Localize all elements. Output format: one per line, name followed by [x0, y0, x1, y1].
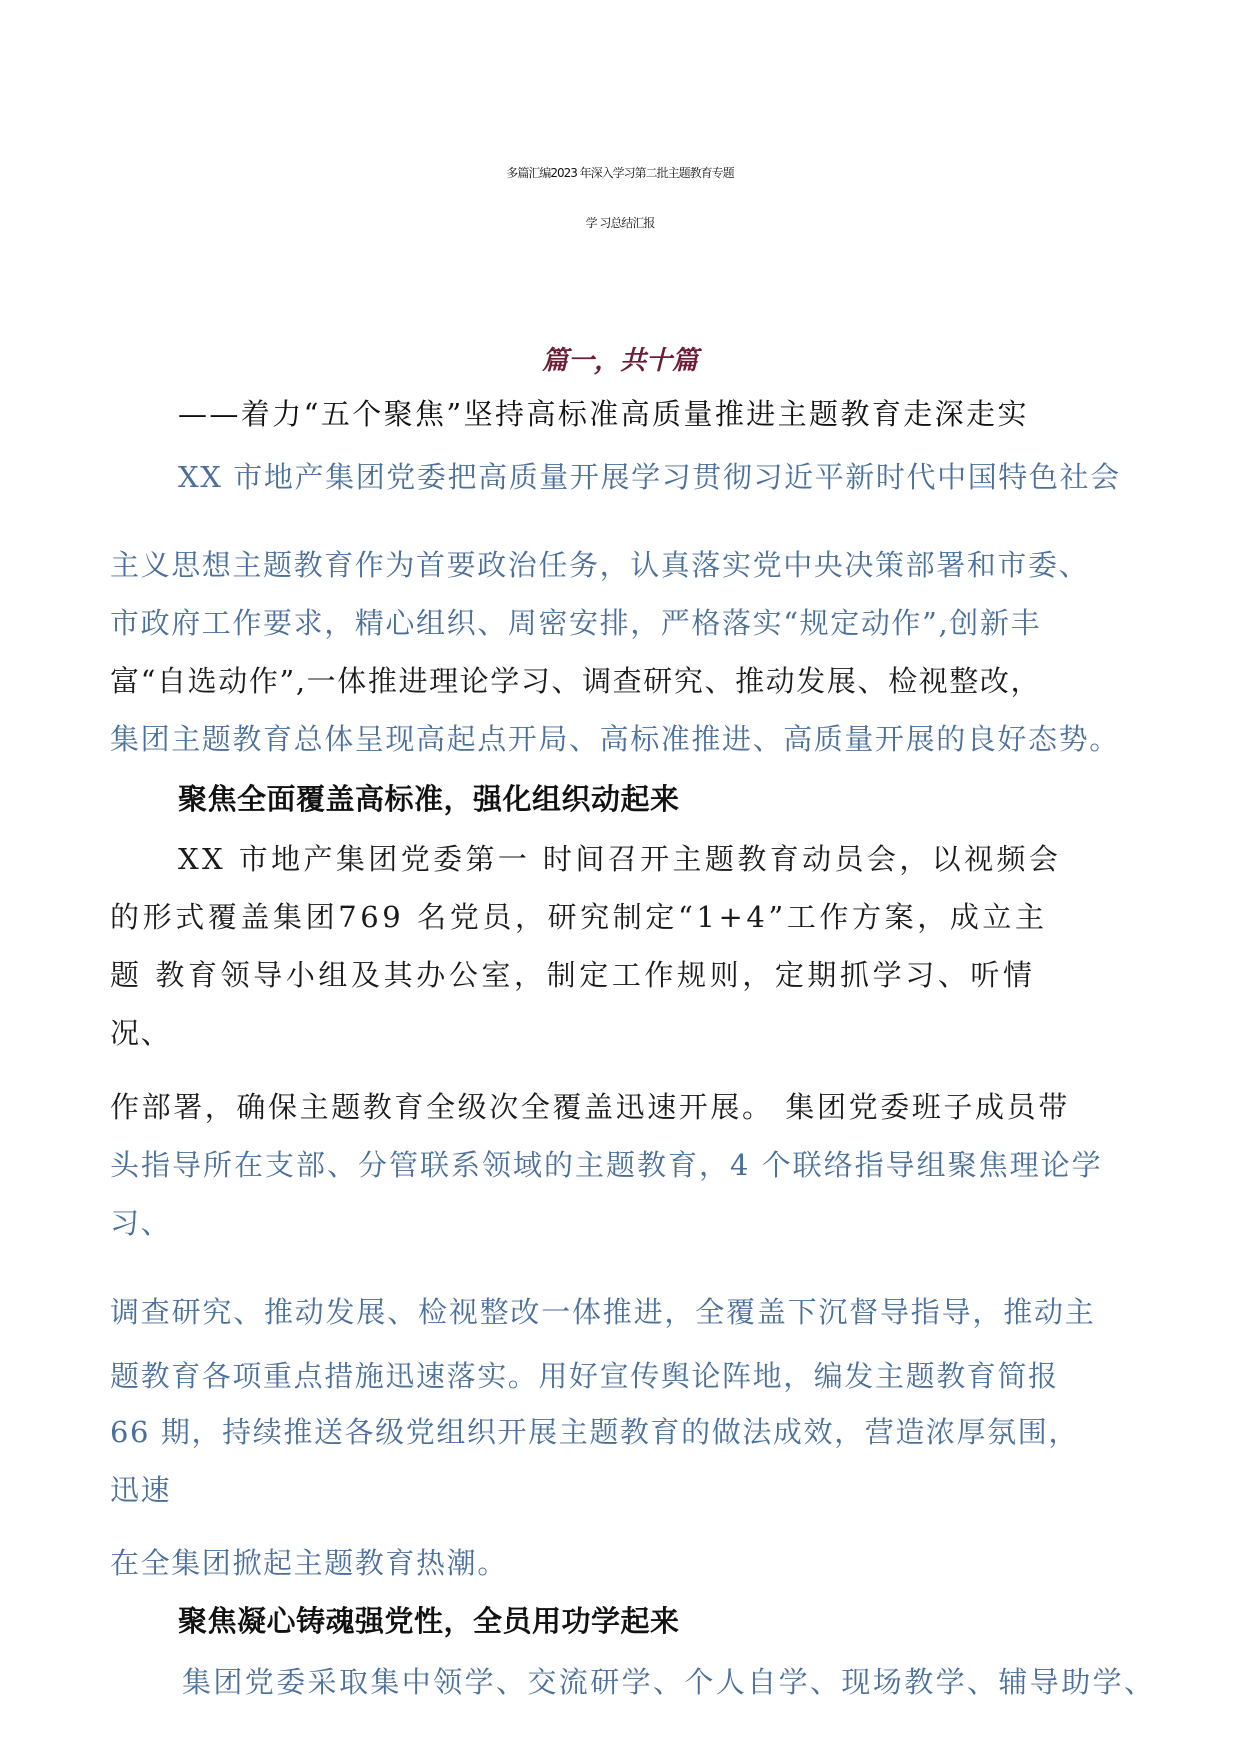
paragraph-line: 的形式覆盖集团769 名党员，研究制定“1+4”工作方案，成立主 [110, 900, 1048, 934]
paragraph-line: 迅速 [110, 1473, 172, 1507]
paragraph-line: 况、 [110, 1016, 172, 1050]
intro-line: XX 市地产集团党委把高质量开展学习贯彻习近平新时代中国特色社会 [178, 460, 1121, 494]
document-title-line-1: 多篇汇编2023 年深入学习第二批主题教育专题 [506, 166, 734, 180]
section-heading: 聚焦凝心铸魂强党性，全员用功学起来 [178, 1604, 680, 1638]
paragraph-line: 题教育各项重点措施迅速落实。用好宣传舆论阵地，编发主题教育简报 [110, 1359, 1059, 1393]
intro-line: 富“自选动作”,一体推进理论学习、调查研究、推动发展、检视整改， [110, 664, 1042, 698]
paragraph-line: 作部署，确保主题教育全级次全覆盖迅速开展。 集团党委班子成员带 [110, 1090, 1070, 1124]
paragraph-line: 集团党委采取集中领学、交流研学、个人自学、现场教学、辅导助学、 [182, 1665, 1156, 1699]
paragraph-line: 题 教育领导小组及其办公室，制定工作规则，定期抓学习、听情 [110, 958, 1036, 992]
paragraph-line: XX 市地产集团党委第一 时间召开主题教育动员会，以视频会 [178, 842, 1062, 876]
section-heading: 聚焦全面覆盖高标准，强化组织动起来 [178, 782, 680, 816]
intro-line: 主义思想主题教育作为首要政治任务，认真落实党中央决策部署和市委、 [110, 548, 1090, 582]
paragraph-line: 在全集团掀起主题教育热潮。 [110, 1546, 508, 1580]
section-label: 篇一，共十篇 [541, 346, 698, 376]
paragraph-line: 66 期，持续推送各级党组织开展主题教育的做法成效，营造浓厚氛围， [110, 1415, 1079, 1449]
paragraph-line: 头指导所在支部、分管联系领域的主题教育，4 个联络指导组聚焦理论学 [110, 1148, 1103, 1182]
intro-line: 市政府工作要求，精心组织、周密安排，严格落实“规定动作”,创新丰 [110, 606, 1042, 640]
paragraph-line: 习、 [110, 1206, 172, 1240]
article-subtitle: ——着力“五个聚焦”坚持高标准高质量推进主题教育走深走实 [178, 397, 1029, 431]
paragraph-line: 调查研究、推动发展、检视整改一体推进，全覆盖下沉督导指导，推动主 [110, 1295, 1096, 1329]
document-title-line-2: 学 习总结汇报 [585, 216, 655, 230]
intro-line: 集团主题教育总体呈现高起点开局、高标准推进、高质量开展的良好态势。 [110, 722, 1120, 756]
